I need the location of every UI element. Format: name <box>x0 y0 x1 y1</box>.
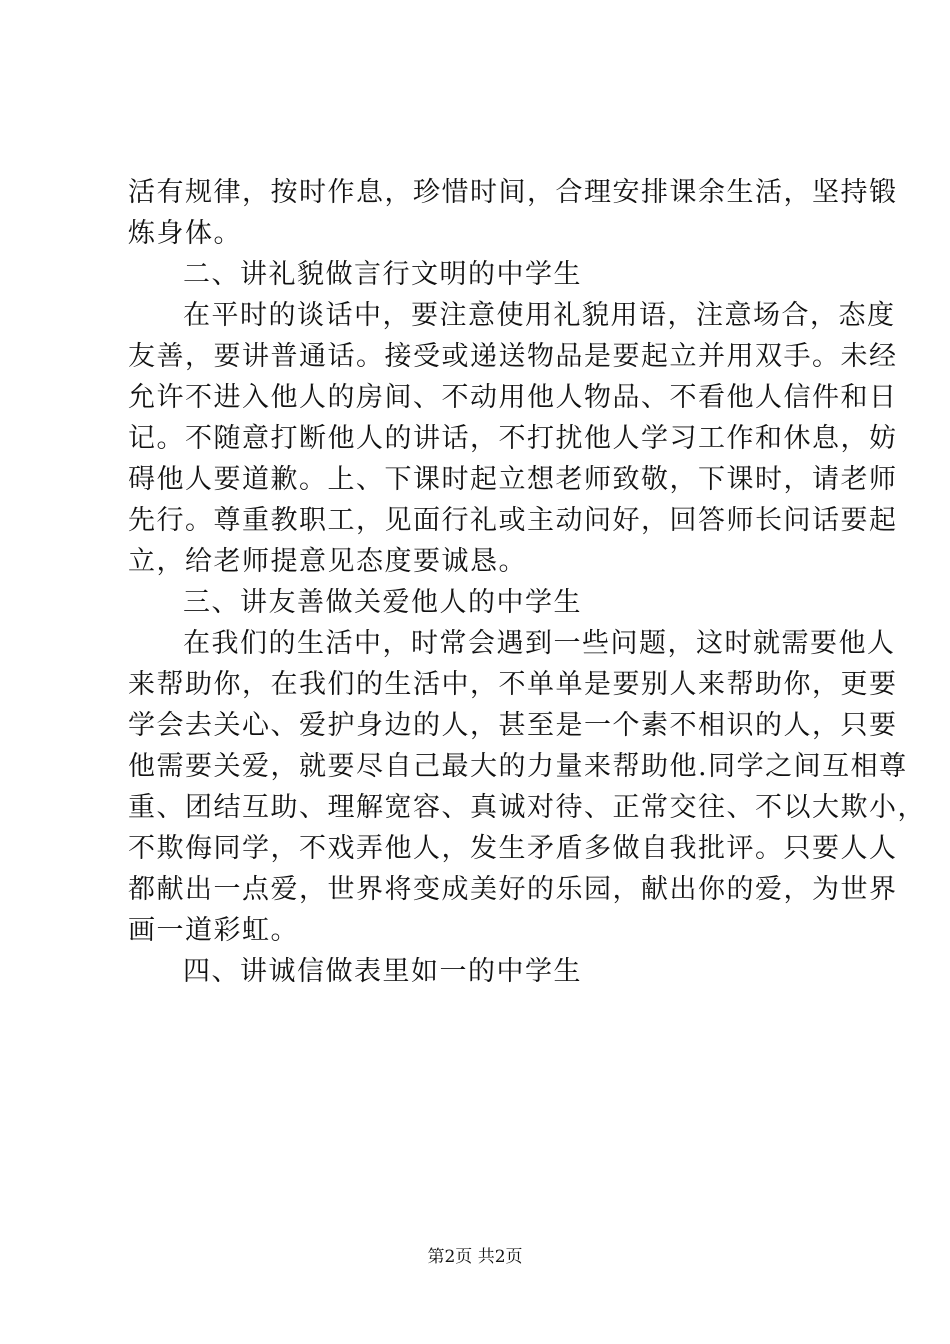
page-footer: 第2页 共2页 <box>427 1247 523 1267</box>
text-line: 在我们的生活中，时常会遇到一些问题，这时就需要他人 <box>183 628 896 659</box>
text-line: 重、团结互助、理解宽容、真诚对待、正常交往、不以大欺小， <box>128 792 926 823</box>
text-line: 不欺侮同学，不戏弄他人，发生矛盾多做自我批评。只要人人 <box>128 833 898 864</box>
text-line: 画一道彩虹。 <box>128 915 299 946</box>
text-line: 都献出一点爱，世界将变成美好的乐园，献出你的爱，为世界 <box>128 874 898 905</box>
text-line: 活有规律，按时作息，珍惜时间，合理安排课余生活，坚持锻 <box>128 177 898 208</box>
text-line: 先行。尊重教职工，见面行礼或主动问好，回答师长问话要起 <box>128 505 898 536</box>
section-heading: 四、讲诚信做表里如一的中学生 <box>183 956 582 987</box>
document-body <box>128 172 926 992</box>
text-line: 炼身体。 <box>128 218 242 249</box>
text-line: 他需要关爱，就要尽自己最大的力量来帮助他.同学之间互相尊 <box>128 751 908 782</box>
text-line: 碍他人要道歉。上、下课时起立想老师致敬，下课时，请老师 <box>128 464 898 495</box>
text-line: 友善，要讲普通话。接受或递送物品是要起立并用双手。未经 <box>128 341 898 372</box>
text-line: 允许不进入他人的房间、不动用他人物品、不看他人信件和日 <box>128 382 898 413</box>
text-line: 在平时的谈话中，要注意使用礼貌用语，注意场合，态度 <box>183 300 896 331</box>
text-line: 来帮助你，在我们的生活中，不单单是要别人来帮助你，更要 <box>128 669 898 700</box>
text-line: 学会去关心、爱护身边的人，甚至是一个素不相识的人，只要 <box>128 710 898 741</box>
text-line: 立，给老师提意见态度要诚恳。 <box>128 546 527 577</box>
section-heading: 三、讲友善做关爱他人的中学生 <box>183 587 582 618</box>
section-heading: 二、讲礼貌做言行文明的中学生 <box>183 259 582 290</box>
text-line: 记。不随意打断他人的讲话，不打扰他人学习工作和休息，妨 <box>128 423 898 454</box>
